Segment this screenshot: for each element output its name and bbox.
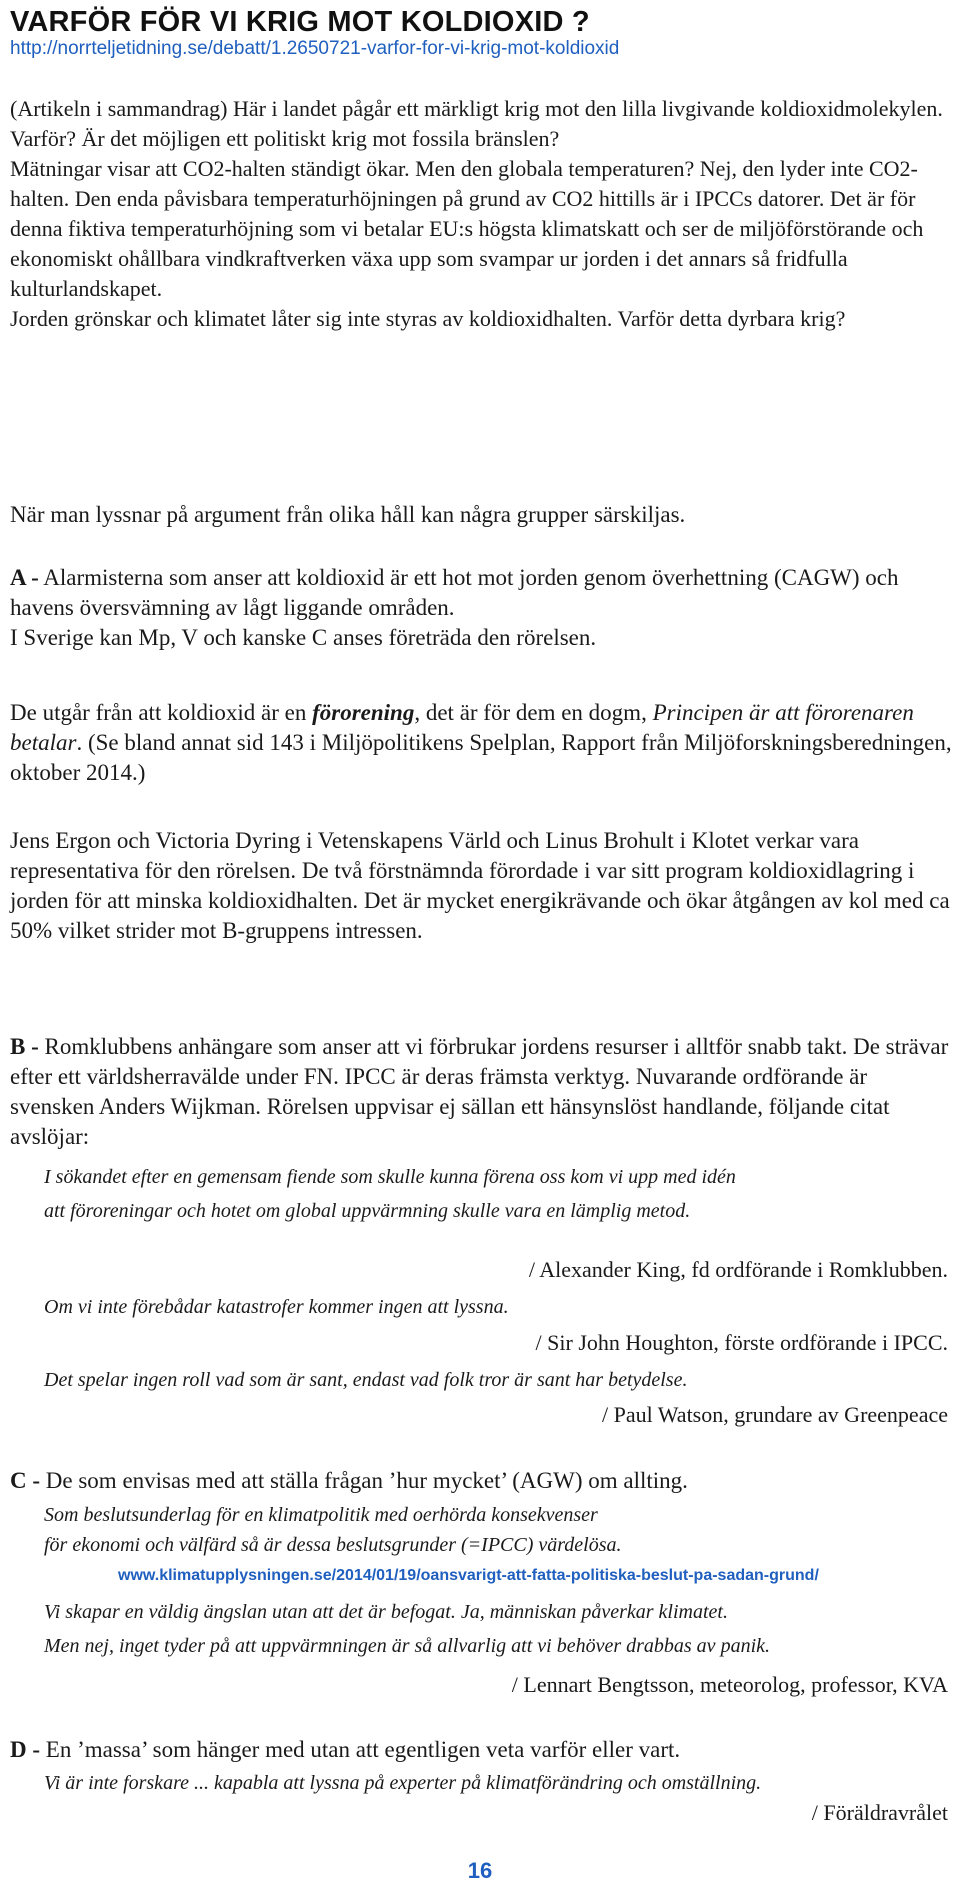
foraldravralet-quote: Vi är inte forskare ... kapabla att lyssna på experter på klimatförändring och omställning. <box>44 1772 762 1794</box>
group-c-lead: C - <box>10 1468 41 1493</box>
page-number: 16 <box>467 1858 493 1883</box>
foraldravralet-attribution: / Föräldravrålet <box>811 1800 948 1825</box>
king-quote <box>44 1160 954 1228</box>
group-a-lead: A - <box>10 565 39 590</box>
intro-paragraph: När man lyssnar på argument från olika håll kan några grupper särskiljas. <box>10 502 686 527</box>
bengtsson-quote-line-1: Vi skapar en väldig ängslan utan att det är befogat. Ja, människan påverkar klimatet. <box>44 1601 728 1623</box>
dogma-start: De utgår från att koldioxid är en <box>10 700 313 725</box>
klimatupplysningen-quote <box>44 1500 954 1560</box>
dogma-term: förorening <box>312 700 415 725</box>
houghton-attribution: / Sir John Houghton, förste ordförande i IPCC. <box>535 1330 948 1355</box>
watson-quote: Det spelar ingen roll vad som är sant, endast vad folk tror är sant har betydelse. <box>44 1369 688 1391</box>
article-summary <box>10 94 955 334</box>
klimatupplysningen-link[interactable]: www.klimatupplysningen.se/2014/01/19/oansvarigt-att-fatta-politiska-beslut-pa-sadan-grund/ <box>118 1567 819 1584</box>
group-c-text: De som envisas med att ställa frågan ’hur mycket’ (AGW) om allting. <box>40 1468 688 1493</box>
bengtsson-quote <box>44 1595 954 1663</box>
klimatupplysningen-quote-line-1: Som beslutsunderlag för en klimatpolitik med oerhörda konsekvenser <box>44 1504 598 1526</box>
group-a-text: Alarmisterna som anser att koldioxid är ett hot mot jorden genom överhettning (CAGW) och havens översvämning av lågt liggande områden. <box>10 565 899 620</box>
king-quote-line-2: att föroreningar och hotet om global uppvärmning skulle vara en lämplig metod. <box>44 1200 691 1222</box>
source-url[interactable]: http://norrteljetidning.se/debatt/1.2650721-varfor-for-vi-krig-mot-koldioxid <box>10 38 620 59</box>
watson-attribution: / Paul Watson, grundare av Greenpeace <box>601 1402 948 1427</box>
king-quote-line-1: I sökandet efter en gemensam fiende som skulle kunna förena oss kom vi upp med idén <box>44 1166 736 1188</box>
page-title: VARFÖR FÖR VI KRIG MOT KOLDIOXID ? <box>10 6 590 38</box>
summary-paragraph-2: Mätningar visar att CO2-halten ständigt ökar. Men den globala temperaturen? Nej, den lyder inte CO2-halten. Den enda påvisbara temperaturhöjningen på grund av CO2 hittills är i IPCCs datorer. Det är för denna fiktiva temperaturhöjning som vi betalar EU:s högsta klimatskatt och ser de miljöförstörande och ekonomiskt ohållbara vindkraftverken växa upp som svampar ur jorden i det annars så fridfulla kulturlandskapet. <box>10 156 924 301</box>
bengtsson-attribution: / Lennart Bengtsson, meteorolog, professor, KVA <box>511 1672 948 1697</box>
group-a-line-2: I Sverige kan Mp, V och kanske C anses företräda den rörelsen. <box>10 625 597 650</box>
group-b-paragraph <box>10 1032 955 1152</box>
dogma-end: . (Se bland annat sid 143 i Miljöpolitikens Spelplan, Rapport från Miljöforskningsberedningen, oktober 2014.) <box>10 730 952 785</box>
klimatupplysningen-quote-line-2: för ekonomi och välfärd så är dessa beslutsgrunder (=IPCC) värdelösa. <box>44 1534 622 1556</box>
polluter-pays-principle: Principen är att förorenaren betalar <box>10 700 914 755</box>
group-b-text: Romklubbens anhängare som anser att vi förbrukar jordens resurser i alltför snabb takt. De strävar efter ett världsherravälde under FN. IPCC är deras främsta verktyg. Nuvarande ordförande är svensken Anders Wijkman. Rörelsen uppvisar ej sällan ett hänsynslöst handlande, följande citat avslöjar: <box>10 1034 949 1149</box>
king-attribution: / Alexander King, fd ordförande i Romklubben. <box>528 1257 948 1282</box>
group-a-paragraph <box>10 563 955 653</box>
group-a-representatives: Jens Ergon och Victoria Dyring i Vetenskapens Värld och Linus Brohult i Klotet verkar vara representativa för den rörelsen. De två förstnämnda förordade i var sitt program koldioxidlagring i jorden för att minska koldioxidhalten. Det är mycket energikrävande och ökar åtgången av kol med ca 50% vilket strider mot B-gruppens intressen. <box>10 828 950 943</box>
group-d-lead: D - <box>10 1737 41 1762</box>
group-d-text: En ’massa’ som hänger med utan att egentligen veta varför eller vart. <box>40 1737 681 1762</box>
summary-paragraph-3: Jorden grönskar och klimatet låter sig inte styras av koldioxidhalten. Varför detta dyrbara krig? <box>10 306 846 331</box>
group-a-dogma-paragraph <box>10 698 955 788</box>
group-b-lead: B - <box>10 1034 39 1059</box>
group-c-paragraph <box>10 1466 955 1496</box>
houghton-quote: Om vi inte förebådar katastrofer kommer ingen att lyssna. <box>44 1296 509 1318</box>
dogma-mid: , det är för dem en dogm, <box>414 700 653 725</box>
summary-paragraph-1: (Artikeln i sammandrag) Här i landet pågår ett märkligt krig mot den lilla livgivande koldioxidmolekylen. Varför? Är det möjligen ett politiskt krig mot fossila bränslen? <box>10 96 943 151</box>
group-d-paragraph <box>10 1735 955 1765</box>
bengtsson-quote-line-2: Men nej, inget tyder på att uppvärmningen är så allvarlig att vi behöver drabbas av panik. <box>44 1635 770 1657</box>
